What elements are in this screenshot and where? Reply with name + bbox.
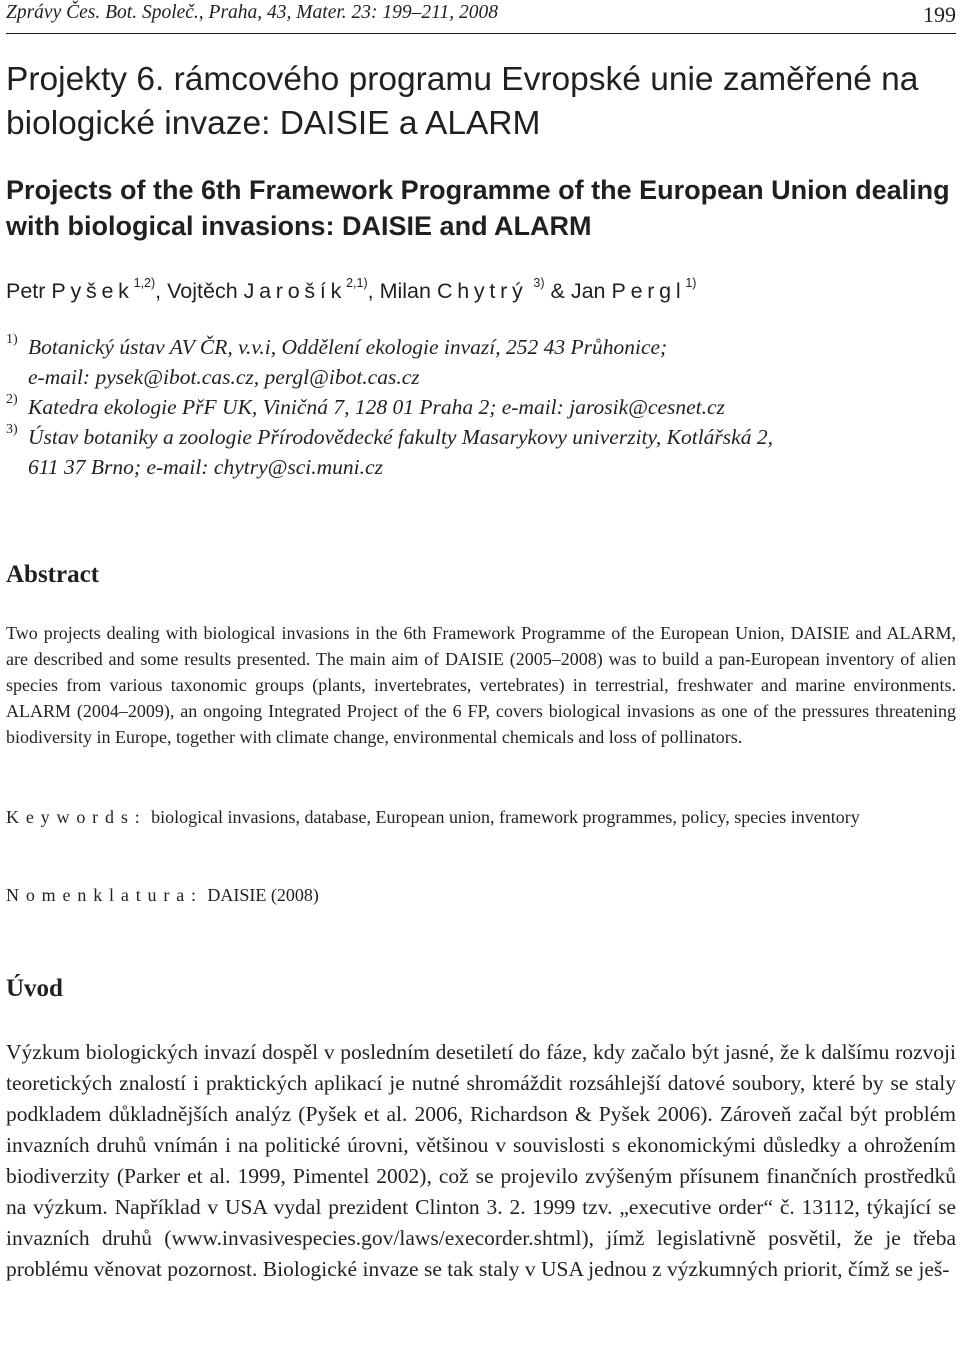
title-czech: Projekty 6. rámcového programu Evropské unie zaměřené na biologické invaze: DAISIE a ALARM	[6, 61, 919, 142]
author-first-name: Milan	[379, 279, 431, 303]
affiliation	[6, 332, 956, 392]
author-line	[6, 271, 696, 311]
page-number: 199	[923, 2, 956, 27]
author-affiliation-mark: 2,1)	[346, 276, 368, 290]
intro-text: Výzkum biologických invazí dospěl v posledním desetiletí do fáze, kdy začalo být jasné, že k dalšímu rozvoji teoretických znalostí i praktických aplikací je nutné shromáždit rozsáhlejší datové soubory, které by se staly podkladem důkladnějších analýz (Pyšek et al. 2006, Richardson & Pyšek 2006). Zároveň začal být problém invazních druhů vnímán i na politické úrovni, většinou v souvislosti s ekonomickými důsledky a ohrožením biodiverzity (Parker et al. 1999, Pimentel 2002), což se projevilo zvýšeným přísunem finančních prostředků na výzkum. Například v USA vydal prezident Clinton 3. 2. 1999 tzv. „executive order“ č. 13112, týkající se invazních druhů (www.invasivespecies.gov/laws/execorder.shtml), jímž legislativně posvětil, že je třeba problému věnovat pozornost. Biologické invaze se tak staly v USA jednou z výzkumných priorit, čímž se ješ-	[6, 1040, 956, 1281]
author-affiliation-mark: 1)	[685, 276, 697, 290]
affiliation-marker: 3)	[6, 422, 18, 437]
affiliation-line: Katedra ekologie PřF UK, Viničná 7, 128 01 Praha 2; e-mail: jarosik@cesnet.cz	[28, 395, 725, 419]
affiliation-marker: 1)	[6, 332, 18, 347]
author-affiliation-mark: 3)	[533, 276, 545, 290]
author-first-name: Vojtěch	[167, 279, 238, 303]
keywords	[6, 804, 956, 831]
author-surname: Pergl	[611, 279, 686, 303]
nomenclature	[6, 882, 956, 909]
running-head	[6, 2, 956, 32]
affiliation-marker: 2)	[6, 392, 18, 407]
author-separator: &	[544, 279, 571, 303]
affiliation-line: 611 37 Brno; e-mail: chytry@sci.muni.cz	[28, 455, 383, 479]
author-first-name: Petr	[6, 279, 46, 303]
header-rule	[6, 33, 956, 34]
affiliation-line: e-mail: pysek@ibot.cas.cz, pergl@ibot.cas.cz	[28, 365, 420, 389]
journal-citation: Zprávy Čes. Bot. Společ., Praha, 43, Mater. 23: 199–211, 2008	[6, 2, 498, 23]
intro-heading: Úvod	[6, 975, 63, 1002]
abstract-heading: Abstract	[6, 561, 100, 588]
author-first-name: Jan	[570, 279, 606, 303]
nomenclature-label: Nomenklatura:	[6, 885, 203, 905]
affiliation	[6, 422, 956, 482]
affiliations	[6, 332, 956, 482]
nomenclature-text: DAISIE (2008)	[207, 885, 319, 905]
keywords-text: biological invasions, database, European union, framework programmes, policy, species inventory	[151, 807, 860, 827]
author-affiliation-mark: 1,2)	[133, 276, 156, 290]
title-english: Projects of the 6th Framework Programme of the European Union dealing with biological invasions: DAISIE and ALARM	[6, 175, 950, 241]
affiliation-line: Ústav botaniky a zoologie Přírodovědecké fakulty Masarykovy univerzity, Kotlářská 2,	[28, 425, 773, 449]
affiliation	[6, 392, 956, 422]
author-surname: Jarošík	[243, 279, 347, 303]
author-separator: ,	[155, 279, 168, 303]
keywords-label: Keywords:	[6, 807, 147, 827]
author-surname: Chytrý	[436, 279, 528, 303]
author-surname: Pyšek	[51, 279, 134, 303]
abstract-text: Two projects dealing with biological invasions in the 6th Framework Programme of the European Union, DAISIE and ALARM, are described and some results presented. The main aim of DAISIE (2005–2008) was to build a pan-European inventory of alien species from various taxonomic groups (plants, invertebrates, vertebrates) in terrestrial, freshwater and marine environments. ALARM (2004–2009), an ongoing Integrated Project of the 6 FP, covers biological invasions as one of the pressures threatening biodiversity in Europe, together with climate change, environmental chemicals and loss of pollinators.	[6, 623, 956, 747]
affiliation-line: Botanický ústav AV ČR, v.v.i, Oddělení ekologie invazí, 252 43 Průhonice;	[28, 335, 668, 359]
author-separator: ,	[367, 279, 380, 303]
